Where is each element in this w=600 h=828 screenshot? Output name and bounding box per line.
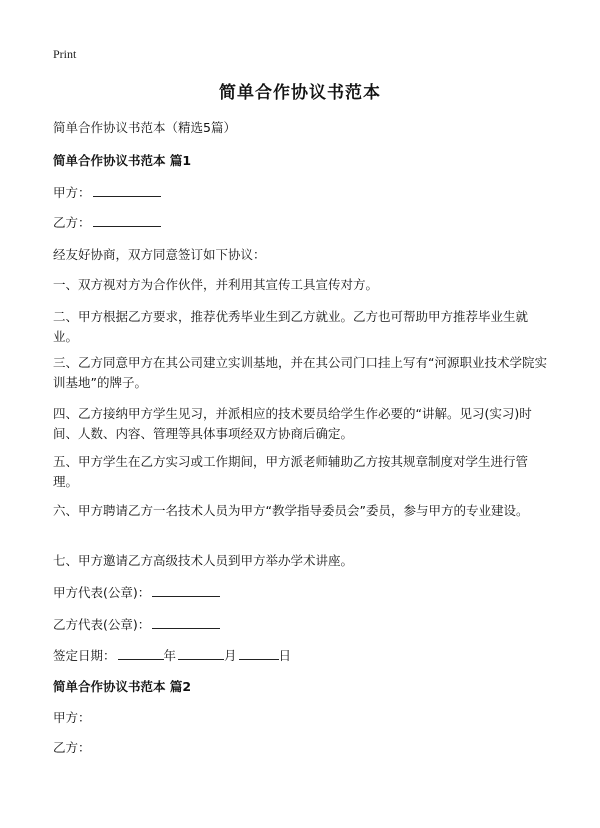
document-title: 简单合作协议书范本 <box>219 83 381 103</box>
party-a-label: 甲方： <box>53 185 91 200</box>
day-label: 日 <box>278 648 292 663</box>
print-link[interactable]: Print <box>53 47 77 61</box>
section-2-heading: 简单合作协议书范本 篇2 <box>53 679 192 694</box>
clause-4: 四、乙方接纳甲方学生见习，并派相应的技术要员给学生作必要的“讲解。见习(实习)时间、人数、内容、管理等具体事项经双方协商后确定。 <box>53 406 532 441</box>
document-subtitle: 简单合作协议书范本（精选5篇） <box>53 120 236 135</box>
party-b-line <box>53 213 553 233</box>
clause-6: 六、甲方聘请乙方一名技术人员为甲方“教学指导委员会”委员，参与甲方的专业建设。 <box>53 503 529 518</box>
day-blank <box>239 647 279 660</box>
party-a-line <box>53 183 553 203</box>
clause-3: 三、乙方同意甲方在其公司建立实训基地，并在其公司门口挂上写有“河源职业技术学院实训基地”的牌子。 <box>53 355 547 390</box>
party-b-blank <box>93 214 161 227</box>
rep-a-label: 甲方代表(公章)： <box>53 585 151 600</box>
party-a-blank <box>93 184 161 197</box>
party-b-label: 乙方： <box>53 215 91 230</box>
rep-b-line <box>53 615 553 635</box>
rep-b-blank <box>152 616 220 629</box>
rep-a-blank <box>152 584 220 597</box>
section-1-heading: 简单合作协议书范本 篇1 <box>53 153 192 168</box>
year-blank <box>118 647 164 660</box>
clause-1: 一、双方视对方为合作伙伴，并利用其宣传工具宣传对方。 <box>53 277 379 292</box>
rep-b-label: 乙方代表(公章)： <box>53 617 151 632</box>
clause-5: 五、甲方学生在乙方实习或工作期间，甲方派老师辅助乙方按其规章制度对学生进行管理。 <box>53 454 529 489</box>
section-2-party-b: 乙方： <box>53 740 91 755</box>
date-label: 签定日期： <box>53 648 116 663</box>
month-blank <box>178 647 224 660</box>
section-2-party-a: 甲方： <box>53 710 91 725</box>
clause-2: 二、甲方根据乙方要求，推荐优秀毕业生到乙方就业。乙方也可帮助甲方推荐毕业生就业。 <box>53 309 529 344</box>
month-label: 月 <box>224 648 237 663</box>
rep-a-line <box>53 583 553 603</box>
year-label: 年 <box>163 648 177 663</box>
signing-date-line <box>53 646 553 666</box>
clause-7: 七、甲方邀请乙方高级技术人员到甲方举办学术讲座。 <box>53 553 354 568</box>
intro-text: 经友好协商，双方同意签订如下协议： <box>53 247 266 262</box>
